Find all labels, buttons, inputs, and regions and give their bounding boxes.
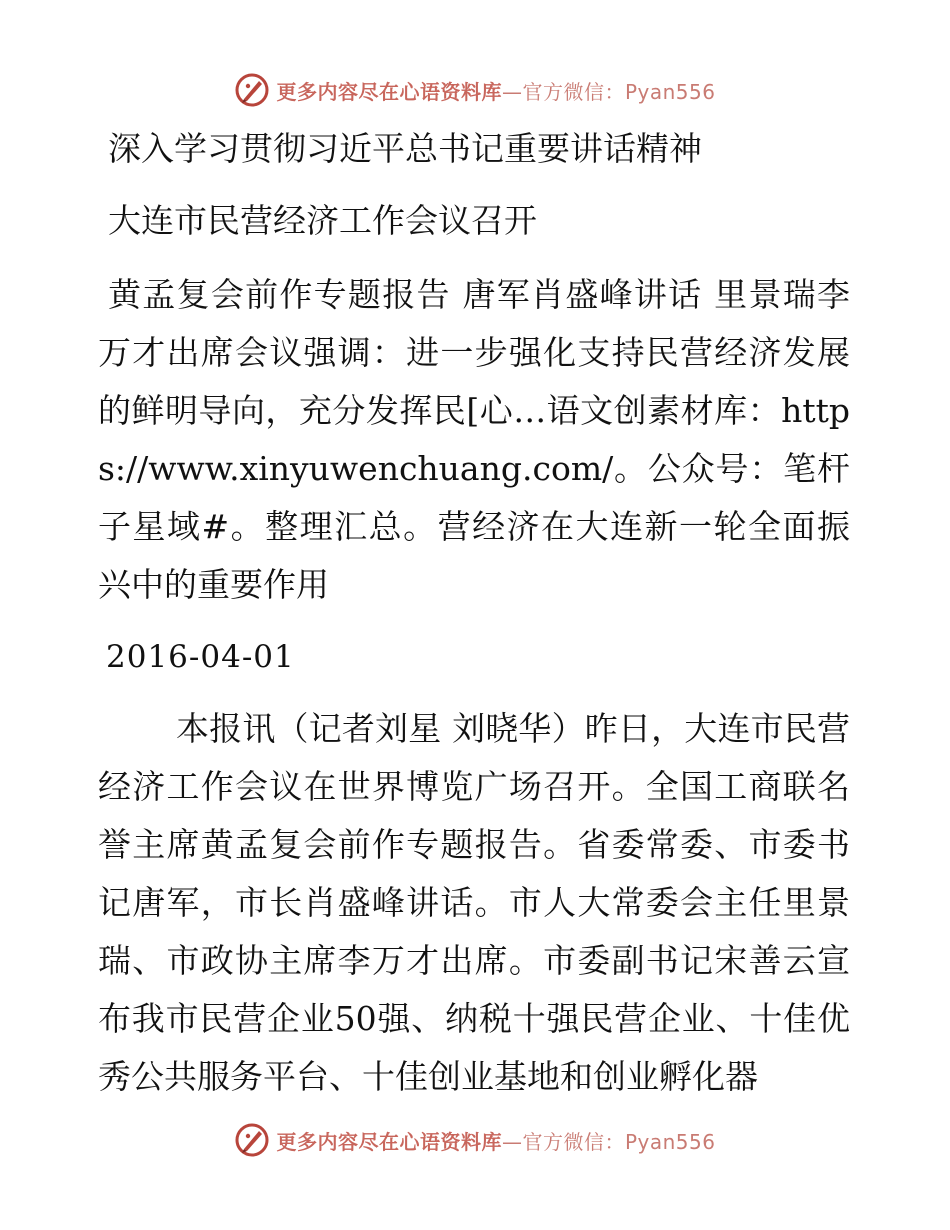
footer-watermark-separator: —: [501, 1129, 523, 1154]
quill-pen-logo-icon: [234, 72, 270, 108]
header-watermark-text: [276, 76, 715, 105]
article-title: 深入学习贯彻习近平总书记重要讲话精神: [108, 129, 702, 168]
header-watermark-wechat: 官方微信：Pyan556: [522, 79, 716, 104]
header-watermark-inner: [234, 72, 715, 108]
header-watermark-separator: —: [501, 79, 523, 104]
footer-watermark-main: 更多内容尽在心语资料库: [276, 1129, 502, 1154]
footer-watermark-wechat: 官方微信：Pyan556: [522, 1129, 716, 1154]
article-content: [98, 118, 850, 1106]
footer-watermark-banner: [0, 1118, 950, 1162]
footer-watermark-inner: [234, 1122, 715, 1158]
header-watermark-main: 更多内容尽在心语资料库: [276, 79, 502, 104]
article-subtitle: 大连市民营经济工作会议召开: [108, 201, 537, 240]
quill-pen-logo-icon: [234, 1122, 270, 1158]
article-body-paragraph: 本报讯（记者刘星 刘晓华）昨日，大连市民营经济工作会议在世界博览广场召开。全国工商联名誉主席黄孟复会前作专题报告。省委常委、市委书记唐军，市长肖盛峰讲话。市人大常委会主任里景瑞、市政协主席李万才出席。市委副书记宋善云宣布我市民营企业50强、纳税十强民营企业、十佳优秀公共服务平台、十佳创业基地和创业孵化器: [98, 709, 850, 1096]
article-date: 2016-04-01: [106, 639, 295, 675]
footer-watermark-text: [276, 1126, 715, 1155]
header-watermark-banner: [0, 68, 950, 112]
article-headline: 黄孟复会前作专题报告 唐军肖盛峰讲话 里景瑞李万才出席会议强调：进一步强化支持民营经济发展的鲜明导向，充分发挥民[心…语文创素材库：https://www.xinyuwenchuang.com/。公众号：笔杆子星域#。整理汇总。营经济在大连新一轮全面振兴中的重要作用: [98, 275, 850, 604]
